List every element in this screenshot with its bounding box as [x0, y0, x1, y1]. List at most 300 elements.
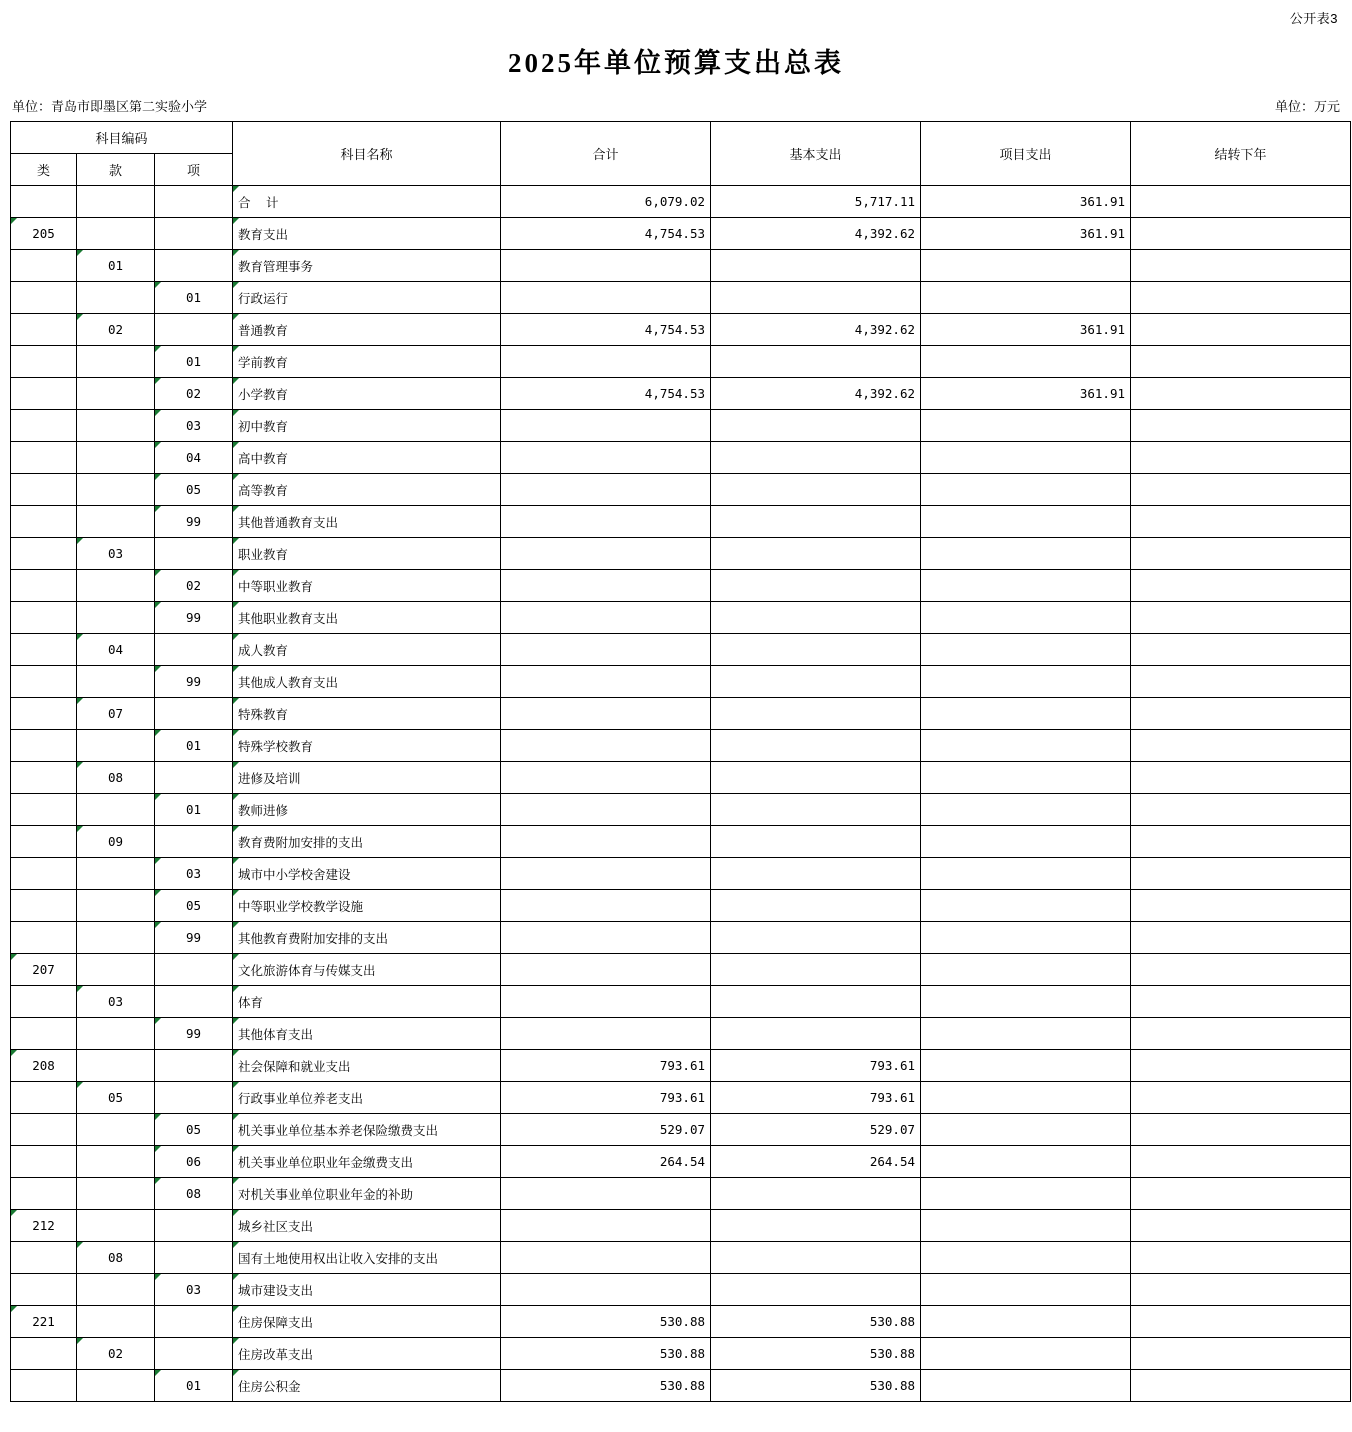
cell-item: [155, 218, 233, 250]
cell-carryover: [1131, 954, 1351, 986]
cell-subject-name: 行政运行: [233, 282, 501, 314]
cell-subject-name: 特殊教育: [233, 698, 501, 730]
cell-basic: [711, 538, 921, 570]
cell-subject-name: 机关事业单位职业年金缴费支出: [233, 1146, 501, 1178]
cell-total: [501, 282, 711, 314]
cell-class: [11, 1114, 77, 1146]
public-form-number: 公开表3: [1289, 11, 1338, 26]
table-row: [11, 570, 1351, 602]
table-row: [11, 698, 1351, 730]
cell-class: [11, 1242, 77, 1274]
cell-section: 03: [77, 986, 155, 1018]
cell-class: [11, 474, 77, 506]
cell-class: [11, 826, 77, 858]
cell-item: 01: [155, 794, 233, 826]
table-row: [11, 1210, 1351, 1242]
header-class: 类: [11, 154, 77, 186]
cell-subject-name: 中等职业教育: [233, 570, 501, 602]
cell-total: [501, 1242, 711, 1274]
budget-table: [10, 121, 1351, 1402]
header-subject-name: 科目名称: [233, 122, 501, 186]
cell-subject-name: 文化旅游体育与传媒支出: [233, 954, 501, 986]
cell-class: 221: [11, 1306, 77, 1338]
cell-project: [921, 1114, 1131, 1146]
cell-project: [921, 474, 1131, 506]
cell-total: [501, 858, 711, 890]
cell-total: [501, 506, 711, 538]
cell-item: 03: [155, 1274, 233, 1306]
cell-basic: [711, 1210, 921, 1242]
header-project-expenditure: 项目支出: [921, 122, 1131, 186]
cell-section: [77, 186, 155, 218]
cell-basic: [711, 282, 921, 314]
cell-basic: 5,717.11: [711, 186, 921, 218]
cell-subject-name: 对机关事业单位职业年金的补助: [233, 1178, 501, 1210]
cell-total: 264.54: [501, 1146, 711, 1178]
cell-class: [11, 890, 77, 922]
cell-section: [77, 858, 155, 890]
cell-carryover: [1131, 890, 1351, 922]
cell-class: [11, 602, 77, 634]
table-row: [11, 858, 1351, 890]
cell-subject-name: 其他教育费附加安排的支出: [233, 922, 501, 954]
cell-item: [155, 954, 233, 986]
cell-project: [921, 538, 1131, 570]
cell-item: [155, 538, 233, 570]
cell-item: [155, 186, 233, 218]
cell-project: [921, 1018, 1131, 1050]
table-row: [11, 1114, 1351, 1146]
cell-total: [501, 602, 711, 634]
cell-basic: [711, 346, 921, 378]
cell-item: 01: [155, 346, 233, 378]
cell-item: [155, 826, 233, 858]
cell-item: [155, 1210, 233, 1242]
cell-total: [501, 730, 711, 762]
cell-class: 207: [11, 954, 77, 986]
cell-total: 530.88: [501, 1338, 711, 1370]
cell-total: [501, 826, 711, 858]
table-row: [11, 1306, 1351, 1338]
cell-section: 03: [77, 538, 155, 570]
cell-project: [921, 762, 1131, 794]
cell-class: [11, 986, 77, 1018]
cell-carryover: [1131, 1274, 1351, 1306]
cell-total: [501, 698, 711, 730]
cell-class: [11, 570, 77, 602]
cell-carryover: [1131, 410, 1351, 442]
cell-project: [921, 986, 1131, 1018]
cell-class: [11, 698, 77, 730]
cell-item: [155, 1050, 233, 1082]
cell-item: 99: [155, 666, 233, 698]
cell-item: [155, 1242, 233, 1274]
cell-section: 08: [77, 1242, 155, 1274]
cell-carryover: [1131, 570, 1351, 602]
table-row: [11, 730, 1351, 762]
cell-section: 01: [77, 250, 155, 282]
cell-basic: 530.88: [711, 1338, 921, 1370]
cell-class: [11, 1370, 77, 1402]
cell-project: 361.91: [921, 378, 1131, 410]
table-row: [11, 314, 1351, 346]
cell-section: [77, 442, 155, 474]
cell-carryover: [1131, 346, 1351, 378]
cell-total: [501, 410, 711, 442]
cell-item: [155, 698, 233, 730]
cell-class: [11, 730, 77, 762]
cell-total: [501, 250, 711, 282]
cell-item: 01: [155, 1370, 233, 1402]
header-section: 款: [77, 154, 155, 186]
cell-section: 04: [77, 634, 155, 666]
cell-project: [921, 1370, 1131, 1402]
cell-class: [11, 1082, 77, 1114]
cell-section: [77, 1306, 155, 1338]
header-code-group: 科目编码: [11, 122, 233, 154]
cell-section: [77, 794, 155, 826]
cell-subject-name: 教育支出: [233, 218, 501, 250]
cell-basic: 4,392.62: [711, 378, 921, 410]
cell-item: 02: [155, 570, 233, 602]
cell-total: [501, 890, 711, 922]
cell-total: [501, 442, 711, 474]
cell-basic: 4,392.62: [711, 218, 921, 250]
table-row: [11, 250, 1351, 282]
cell-subject-name: 高等教育: [233, 474, 501, 506]
cell-subject-name: 成人教育: [233, 634, 501, 666]
cell-class: [11, 922, 77, 954]
cell-project: 361.91: [921, 186, 1131, 218]
cell-carryover: [1131, 666, 1351, 698]
cell-item: 02: [155, 378, 233, 410]
cell-subject-name: 社会保障和就业支出: [233, 1050, 501, 1082]
cell-class: [11, 346, 77, 378]
cell-total: [501, 474, 711, 506]
cell-basic: [711, 250, 921, 282]
cell-item: 99: [155, 506, 233, 538]
cell-basic: [711, 1242, 921, 1274]
cell-subject-name: 住房保障支出: [233, 1306, 501, 1338]
cell-subject-name: 教师进修: [233, 794, 501, 826]
cell-total: [501, 1018, 711, 1050]
table-row: [11, 346, 1351, 378]
cell-class: [11, 378, 77, 410]
table-row: [11, 410, 1351, 442]
cell-total: 529.07: [501, 1114, 711, 1146]
cell-item: 99: [155, 1018, 233, 1050]
cell-item: [155, 1306, 233, 1338]
table-row: [11, 794, 1351, 826]
cell-project: [921, 1082, 1131, 1114]
table-row: [11, 1146, 1351, 1178]
cell-carryover: [1131, 1146, 1351, 1178]
cell-basic: [711, 602, 921, 634]
cell-subject-name: 教育费附加安排的支出: [233, 826, 501, 858]
cell-carryover: [1131, 1338, 1351, 1370]
cell-carryover: [1131, 794, 1351, 826]
cell-total: [501, 762, 711, 794]
cell-total: 6,079.02: [501, 186, 711, 218]
cell-section: [77, 890, 155, 922]
cell-section: 09: [77, 826, 155, 858]
cell-class: [11, 1178, 77, 1210]
table-row: [11, 218, 1351, 250]
cell-basic: [711, 794, 921, 826]
cell-carryover: [1131, 858, 1351, 890]
cell-subject-name: 城市建设支出: [233, 1274, 501, 1306]
header-carryover-next-year: 结转下年: [1131, 122, 1351, 186]
cell-section: [77, 1274, 155, 1306]
cell-carryover: [1131, 922, 1351, 954]
cell-subject-name: 其他普通教育支出: [233, 506, 501, 538]
cell-subject-name: 教育管理事务: [233, 250, 501, 282]
cell-subject-name: 机关事业单位基本养老保险缴费支出: [233, 1114, 501, 1146]
currency-label: 单位：万元: [1274, 99, 1340, 114]
table-row: [11, 762, 1351, 794]
cell-basic: [711, 666, 921, 698]
cell-carryover: [1131, 1050, 1351, 1082]
cell-basic: [711, 762, 921, 794]
cell-carryover: [1131, 282, 1351, 314]
cell-section: [77, 346, 155, 378]
table-row: [11, 474, 1351, 506]
cell-subject-name: 体育: [233, 986, 501, 1018]
cell-basic: [711, 954, 921, 986]
table-row: [11, 922, 1351, 954]
cell-total: [501, 1274, 711, 1306]
cell-project: [921, 698, 1131, 730]
cell-section: [77, 666, 155, 698]
table-row: [11, 1082, 1351, 1114]
cell-project: [921, 442, 1131, 474]
cell-basic: [711, 986, 921, 1018]
cell-section: [77, 570, 155, 602]
cell-project: [921, 858, 1131, 890]
cell-item: [155, 762, 233, 794]
cell-subject-name: 进修及培训: [233, 762, 501, 794]
cell-section: [77, 1018, 155, 1050]
cell-class: [11, 282, 77, 314]
cell-total: [501, 986, 711, 1018]
cell-item: 05: [155, 474, 233, 506]
cell-carryover: [1131, 314, 1351, 346]
cell-class: [11, 762, 77, 794]
table-row: [11, 826, 1351, 858]
cell-carryover: [1131, 250, 1351, 282]
cell-carryover: [1131, 1242, 1351, 1274]
cell-basic: [711, 570, 921, 602]
cell-carryover: [1131, 1018, 1351, 1050]
cell-carryover: [1131, 1306, 1351, 1338]
header-basic-expenditure: 基本支出: [711, 122, 921, 186]
cell-carryover: [1131, 1178, 1351, 1210]
cell-project: [921, 634, 1131, 666]
cell-basic: [711, 730, 921, 762]
cell-section: [77, 474, 155, 506]
cell-carryover: [1131, 1082, 1351, 1114]
cell-basic: 529.07: [711, 1114, 921, 1146]
cell-subject-name: 学前教育: [233, 346, 501, 378]
cell-subject-name: 住房公积金: [233, 1370, 501, 1402]
cell-class: 205: [11, 218, 77, 250]
table-row: [11, 1338, 1351, 1370]
cell-section: [77, 1114, 155, 1146]
cell-basic: [711, 890, 921, 922]
cell-section: 08: [77, 762, 155, 794]
cell-subject-name: 国有土地使用权出让收入安排的支出: [233, 1242, 501, 1274]
cell-basic: 4,392.62: [711, 314, 921, 346]
cell-class: [11, 506, 77, 538]
table-row: [11, 1370, 1351, 1402]
cell-subject-name: 行政事业单位养老支出: [233, 1082, 501, 1114]
page-title: 2025年单位预算支出总表: [508, 48, 844, 78]
cell-section: [77, 602, 155, 634]
cell-section: [77, 1178, 155, 1210]
cell-project: [921, 1178, 1131, 1210]
cell-section: [77, 378, 155, 410]
cell-item: 06: [155, 1146, 233, 1178]
cell-item: 99: [155, 602, 233, 634]
cell-item: [155, 314, 233, 346]
cell-project: [921, 954, 1131, 986]
cell-class: [11, 1018, 77, 1050]
table-row: [11, 1050, 1351, 1082]
cell-total: 530.88: [501, 1370, 711, 1402]
cell-section: 02: [77, 314, 155, 346]
cell-class: [11, 794, 77, 826]
cell-subject-name: 高中教育: [233, 442, 501, 474]
header-item: 项: [155, 154, 233, 186]
cell-carryover: [1131, 506, 1351, 538]
cell-subject-name: 其他成人教育支出: [233, 666, 501, 698]
cell-project: [921, 922, 1131, 954]
cell-section: [77, 1210, 155, 1242]
cell-basic: [711, 442, 921, 474]
cell-total: [501, 538, 711, 570]
cell-project: [921, 410, 1131, 442]
cell-carryover: [1131, 186, 1351, 218]
cell-item: [155, 250, 233, 282]
cell-basic: 264.54: [711, 1146, 921, 1178]
cell-subject-name: 城市中小学校舍建设: [233, 858, 501, 890]
cell-subject-name: 中等职业学校教学设施: [233, 890, 501, 922]
cell-basic: 530.88: [711, 1306, 921, 1338]
cell-class: [11, 442, 77, 474]
cell-total: [501, 1210, 711, 1242]
cell-class: [11, 538, 77, 570]
cell-subject-name: 其他职业教育支出: [233, 602, 501, 634]
cell-total: [501, 922, 711, 954]
cell-class: [11, 314, 77, 346]
table-row: [11, 282, 1351, 314]
cell-class: [11, 186, 77, 218]
cell-project: [921, 1242, 1131, 1274]
cell-basic: [711, 1178, 921, 1210]
cell-basic: [711, 410, 921, 442]
cell-project: [921, 794, 1131, 826]
cell-item: [155, 986, 233, 1018]
cell-section: 05: [77, 1082, 155, 1114]
cell-project: [921, 1146, 1131, 1178]
cell-item: [155, 634, 233, 666]
cell-subject-name: 职业教育: [233, 538, 501, 570]
cell-subject-name: 初中教育: [233, 410, 501, 442]
cell-carryover: [1131, 1210, 1351, 1242]
table-header-row-1: [11, 122, 1351, 154]
cell-class: [11, 858, 77, 890]
table-row: [11, 1242, 1351, 1274]
cell-item: 01: [155, 282, 233, 314]
cell-section: [77, 282, 155, 314]
cell-carryover: [1131, 698, 1351, 730]
cell-carryover: [1131, 634, 1351, 666]
cell-carryover: [1131, 442, 1351, 474]
cell-basic: [711, 506, 921, 538]
cell-basic: 793.61: [711, 1050, 921, 1082]
table-row: [11, 986, 1351, 1018]
cell-class: [11, 1274, 77, 1306]
cell-item: 03: [155, 858, 233, 890]
cell-section: [77, 1370, 155, 1402]
table-row: [11, 1018, 1351, 1050]
cell-item: 08: [155, 1178, 233, 1210]
cell-project: [921, 1050, 1131, 1082]
cell-basic: [711, 858, 921, 890]
cell-subject-name: 小学教育: [233, 378, 501, 410]
cell-class: [11, 1146, 77, 1178]
cell-section: [77, 730, 155, 762]
cell-project: [921, 346, 1131, 378]
table-row: [11, 666, 1351, 698]
cell-section: [77, 1050, 155, 1082]
cell-project: [921, 570, 1131, 602]
cell-carryover: [1131, 602, 1351, 634]
table-row: [11, 378, 1351, 410]
cell-carryover: [1131, 730, 1351, 762]
cell-section: 02: [77, 1338, 155, 1370]
cell-total: 4,754.53: [501, 218, 711, 250]
cell-basic: [711, 922, 921, 954]
table-row: [11, 538, 1351, 570]
table-row: [11, 954, 1351, 986]
cell-project: [921, 1210, 1131, 1242]
cell-class: [11, 1338, 77, 1370]
cell-project: [921, 506, 1131, 538]
table-row: [11, 602, 1351, 634]
table-body: [11, 186, 1351, 1402]
cell-carryover: [1131, 1114, 1351, 1146]
cell-total: 793.61: [501, 1050, 711, 1082]
cell-project: [921, 826, 1131, 858]
cell-basic: [711, 1274, 921, 1306]
cell-section: [77, 1146, 155, 1178]
cell-project: [921, 250, 1131, 282]
cell-section: [77, 218, 155, 250]
cell-project: [921, 890, 1131, 922]
cell-total: [501, 666, 711, 698]
cell-project: [921, 1338, 1131, 1370]
cell-project: [921, 1274, 1131, 1306]
cell-basic: [711, 474, 921, 506]
unit-label: 单位：青岛市即墨区第二实验小学: [12, 99, 208, 114]
cell-project: [921, 730, 1131, 762]
cell-section: [77, 410, 155, 442]
cell-class: 208: [11, 1050, 77, 1082]
cell-class: 212: [11, 1210, 77, 1242]
cell-project: [921, 666, 1131, 698]
cell-class: [11, 410, 77, 442]
